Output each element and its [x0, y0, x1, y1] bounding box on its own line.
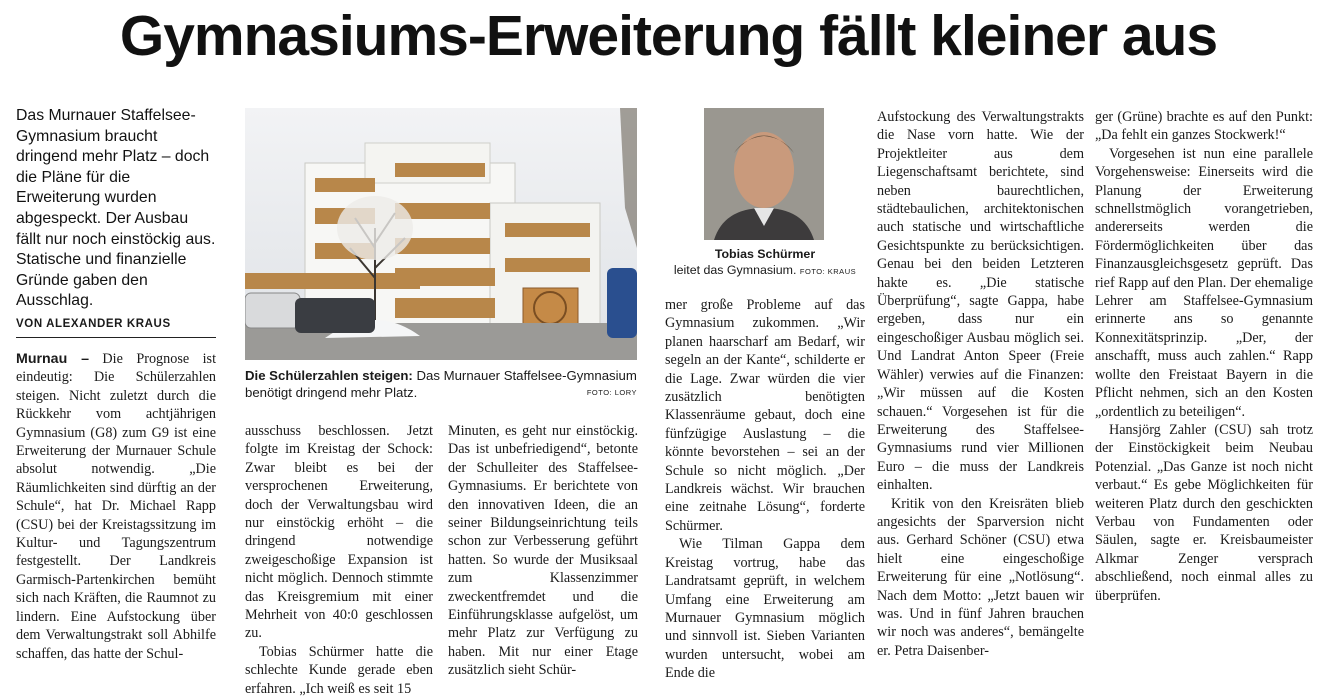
portrait-caption: [665, 246, 865, 280]
school-building-photo: [245, 108, 637, 360]
article-text: ausschuss beschlossen. Jetzt folgte im Kreistag der Schock: Zwar bleibt es bei der versprochenen Erweiterung, doch der Verwaltungsbau wird nur einstöckig erhöht – die dringend notwendige zweigeschoßige Expansion ist nicht möglich. Dennoch stimmte das Kreisgremium mit einer Mehrheit von 40:0 geschlossen zu.: [245, 423, 433, 642]
article-text: Die Prognose ist eindeutig: Die Schülerzahlen steigen. Nicht zuletzt durch die Rückkehr vom achtjährigen Gymnasium (G8) zum G9 ist eine Erweiterung der Murnauer Schule absolut notwendig. „Die Räumlichkeiten sind dürftig an der Schule“, hat Dr. Michael Rapp (CSU) bei der Kreistagssitzung im Kultur- und Tagungszentrum festgestellt. Der Landkreis Garmisch-Partenkirchen bemüht sich nach Kräften, die Raumnot zu lindern. Eine Aufstockung über dem Verwaltungstrakt soll Abhilfe schaffen, das hatte der Schul-: [16, 351, 217, 662]
article-text: mer große Probleme auf das Gymnasium zukommen. „Wir planen haarscharf am Bedarf, wir segeln an der Kante“, schilderte er die Lage. Zwar würden die vier zusätzlich benötigten Klassenräume gebaut, doch eine fünfzügige Auslastung – die könnte bevorstehen – sei an der Schule so nicht möglich. „Der Landkreis wächst. Wir brauchen eine zeitnahe Lösung“, forderte Schürmer.: [665, 297, 865, 534]
article-column-5: [877, 108, 1084, 660]
article-text: Kritik von den Kreisräten blieb angesichts der Sparversion nicht aus. Gerhard Schöner (CSU) etwa hielt eine eingeschoßige Erweiterung für eine „Notlösung“. Nach dem Motto: „Jetzt bauen wir was. Und in fünf Jahren brauchen wir noch was anderes“, bemängelte er. Petra Daisenber-: [877, 495, 1084, 659]
caption-bold: Die Schülerzahlen steigen:: [245, 368, 413, 383]
byline-rule: [16, 337, 216, 338]
article-text: Vorgesehen ist nun eine parallele Vorgehensweise: Einerseits wird die Planung der Erweiterung schnellstmöglich vorangetrieben, andererseits werden die Fördermöglichkeiten über das Finanzausgleichsgesetz geprüft. Das rief Rapp auf den Plan. Der ehemalige Lehrer am Staffelsee-Gymnasium erinnerte ans so genannte Konnexitätsprinzip. „Der, der anschafft, muss auch zahlen.“ Rapp wollte den Freistaat Bayern in die Pflicht nehmen, sich an den Kosten „ordentlich zu beteiligen“.: [1095, 145, 1313, 420]
portrait-name: Tobias Schürmer: [714, 247, 816, 261]
article-text: ger (Grüne) brachte es auf den Punkt: „Da fehlt ein ganzes Stockwerk!“: [1095, 109, 1313, 144]
portrait-photo: [704, 108, 824, 240]
article-column-1: [16, 350, 216, 663]
article-text: Minuten, es geht nur einstöckig. Das ist unbefriedigend“, betonte der Schulleiter des Staffelsee-Gymnasiums. Er berichtete von den innovativen Ideen, die an seiner Bildungseinrichtung teils schon zur Verbesserung geführt hatten. So wurde der Musiksaal zum Klassenzimmer zweckentfremdet und die Einführungsklasse aufgelöst, um mehr Platz zur Verfügung zu haben. Mit nur einer Etage zusätzlich sieht Schür-: [448, 423, 638, 679]
article-text: Tobias Schürmer hatte die schlechte Kunde gerade eben erfahren. „Ich weiß es seit 15: [245, 643, 433, 697]
article-column-4: [665, 296, 865, 683]
article-text: Aufstockung des Verwaltungstrakts die Nase vorn hatte. Wie der Projektleiter aus dem Liegenschaftsamt berichtete, sind neben baurechtlichen, städtebaulichen, architektonischen auch statische und wirtschaftliche Gesichtspunkte zu berücksichtigen. Genau bei den beiden Letzteren hakte es. „Die statische Überprüfung“, sagte Gappa, habe ergeben, dass nur ein eingeschoßiger Ausbau möglich sei. Und Landrat Anton Speer (Freie Wähler) verwies auf die Finanzen: „Wir müssen auf die Kosten schauen.“ Vorgesehen ist für die Erweiterung des Staffelsee-Gymnasiums rund vier Millionen Euro – die muss der Landkreis einhalten.: [877, 109, 1084, 494]
photo-credit: FOTO: LORY: [586, 387, 637, 397]
article-column-6: [1095, 108, 1313, 605]
portrait-text: leitet das Gymnasium.: [673, 263, 797, 277]
article-text: Hansjörg Zahler (CSU) sah trotz der Einstöckigkeit beim Neubau Potenzial. „Das Ganze ist noch nicht verbaut.“ Es gebe Möglichkeiten für weiteren Platz durch den geschickten Verbau von Fundamenten oder Säulen, sagte er. Kreisbaumeister Alkmar Zenger versprach abschließend, noch einmal alles zu überprüfen.: [1095, 421, 1313, 604]
article-text: Wie Tilman Gappa dem Kreistag vortrug, habe das Landratsamt geprüft, in welchem Umfang eine Erweiterung am Murnauer Gymnasium möglich und sinnvoll ist. Sieben Varianten wurden untersucht, wobei am Ende die: [665, 536, 865, 682]
dateline: Murnau –: [16, 351, 89, 367]
caption-text: Das Murnauer Staffelsee-Gymnasium benötigt dringend mehr Platz.: [245, 368, 637, 400]
article-column-2: [245, 422, 433, 698]
article-column-3: [448, 422, 638, 680]
headline: Gymnasiums-Erweiterung fällt kleiner aus: [119, 4, 1218, 68]
portrait-credit: FOTO: KRAUS: [799, 267, 857, 276]
lead-paragraph: Das Murnauer Staffelsee-Gymnasium braucht dringend mehr Platz – doch die Pläne für die Erweiterung wurden abgespeckt. Der Ausbau fällt nur noch einstöckig aus. Statische und finanzielle Gründe gaben den Ausschlag.: [16, 107, 216, 310]
byline: VON ALEXANDER KRAUS: [16, 318, 171, 330]
photo-caption: [245, 368, 637, 401]
